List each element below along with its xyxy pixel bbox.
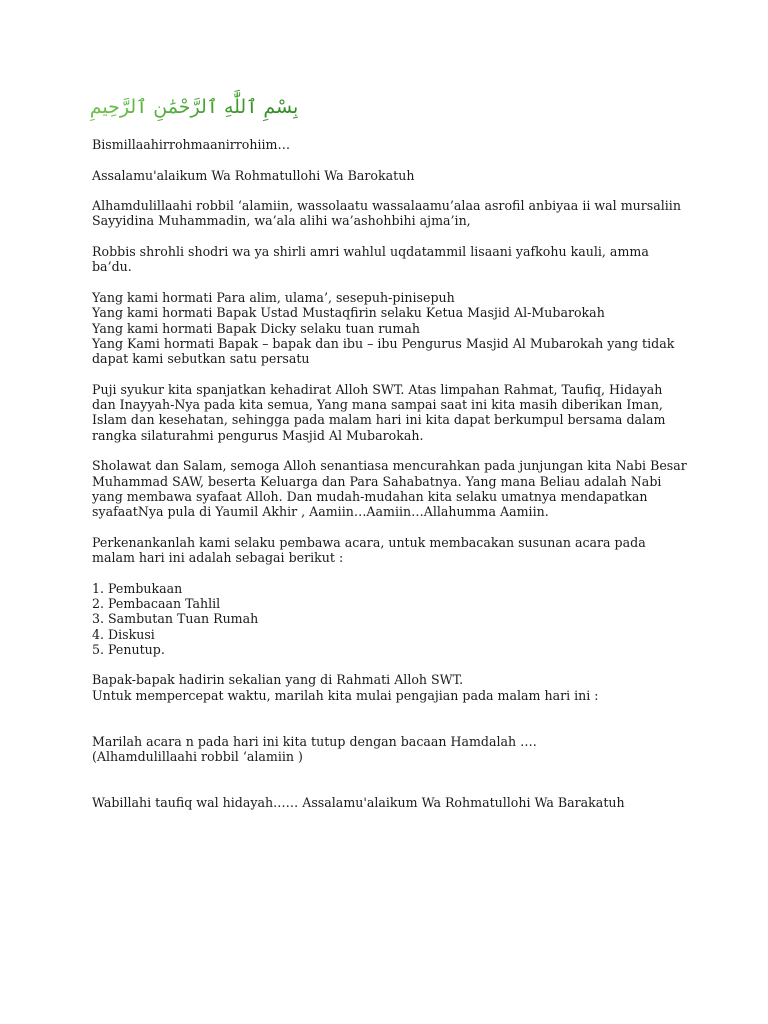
robbis-paragraph: Robbis shrohli shodri wa ya shirli amri wahlul uqdatammil lisaani yafkohu kauli, amma ba’du. bbox=[92, 244, 649, 275]
closing-hamdalah-paragraph: Marilah acara n pada hari ini kita tutup dengan bacaan Hamdalah …. (Alhamdulillaahi robbil ‘alamiin ) bbox=[92, 733, 537, 764]
honored-guests-paragraph: Yang kami hormati Para alim, ulama’, sesepuh-pinisepuh Yang kami hormati Bapak Ustad Mustaqfirin selaku Ketua Masjid Al-Mubarokah Yang kami hormati Bapak Dicky selaku tuan rumah Yang Kami hormati Bapak – bapak dan ibu – ibu Pengurus Masjid Al Mubarokah yang tidak dapat kami sebutkan satu persatu bbox=[92, 289, 675, 367]
agenda-item: 4. Diskusi bbox=[92, 626, 155, 642]
bismillah-calligraphy-text: بِسْمِ ٱللَّٰهِ ٱلرَّحْمَٰنِ ٱلرَّحِيمِ bbox=[90, 96, 298, 118]
document-body bbox=[92, 137, 692, 810]
agenda-list bbox=[92, 581, 692, 657]
bismillah-line: Bismillaahirrohmaanirrohiim… bbox=[92, 137, 291, 152]
closing-greeting-line: Wabillahi taufiq wal hidayah…… Assalamu'alaikum Wa Rohmatullohi Wa Barakatuh bbox=[92, 794, 625, 810]
greeting-line: Assalamu'alaikum Wa Rohmatullohi Wa Barokatuh bbox=[92, 167, 415, 183]
agenda-item: 1. Pembukaan bbox=[92, 580, 183, 596]
introduction-paragraph: Perkenankanlah kami selaku pembawa acara, untuk membacakan susunan acara pada malam hari ini adalah sebagai berikut : bbox=[92, 534, 646, 566]
sholawat-paragraph: Sholawat dan Salam, semoga Alloh senantiasa mencurahkan pada junjungan kita Nabi Besar Muhammad SAW, beserta Keluarga dan Para Sahabatnya. Yang mana Beliau adalah Nabi yang membawa syafaat Alloh. Dan mudah-mudahan kita selaku umatnya mendapatkan syafaatNya pula di Yaumil Akhir , Aamiin…Aamiin…Allahumma Aamiin. bbox=[92, 458, 687, 520]
agenda-item: 5. Penutup. bbox=[92, 641, 165, 657]
audience-paragraph: Bapak-bapak hadirin sekalian yang di Rahmati Alloh SWT. Untuk mempercepat waktu, marilah kita mulai pengajian pada malam hari ini : bbox=[92, 672, 599, 703]
agenda-item: 2. Pembacaan Tahlil bbox=[92, 595, 221, 611]
hamdalah-paragraph: Alhamdulillaahi robbil ‘alamiin, wassolaatu wassalaamu’alaa asrofil anbiyaa ii wal mursaliin Sayyidina Muhammadin, wa’ala alihi wa’ashohbihi ajma’in, bbox=[92, 198, 681, 229]
gratitude-paragraph: Puji syukur kita spanjatkan kehadirat Alloh SWT. Atas limpahan Rahmat, Taufiq, Hidayah dan Inayyah-Nya pada kita semua, Yang mana sampai saat ini kita masih diberikan Iman, Islam dan kesehatan, sehingga pada malam hari ini kita dapat berkumpul bersama dalam rangka silaturahmi pengurus Masjid Al Mubarokah. bbox=[92, 381, 666, 443]
agenda-item: 3. Sambutan Tuan Rumah bbox=[92, 611, 259, 627]
bismillah-calligraphy-logo bbox=[90, 86, 298, 122]
